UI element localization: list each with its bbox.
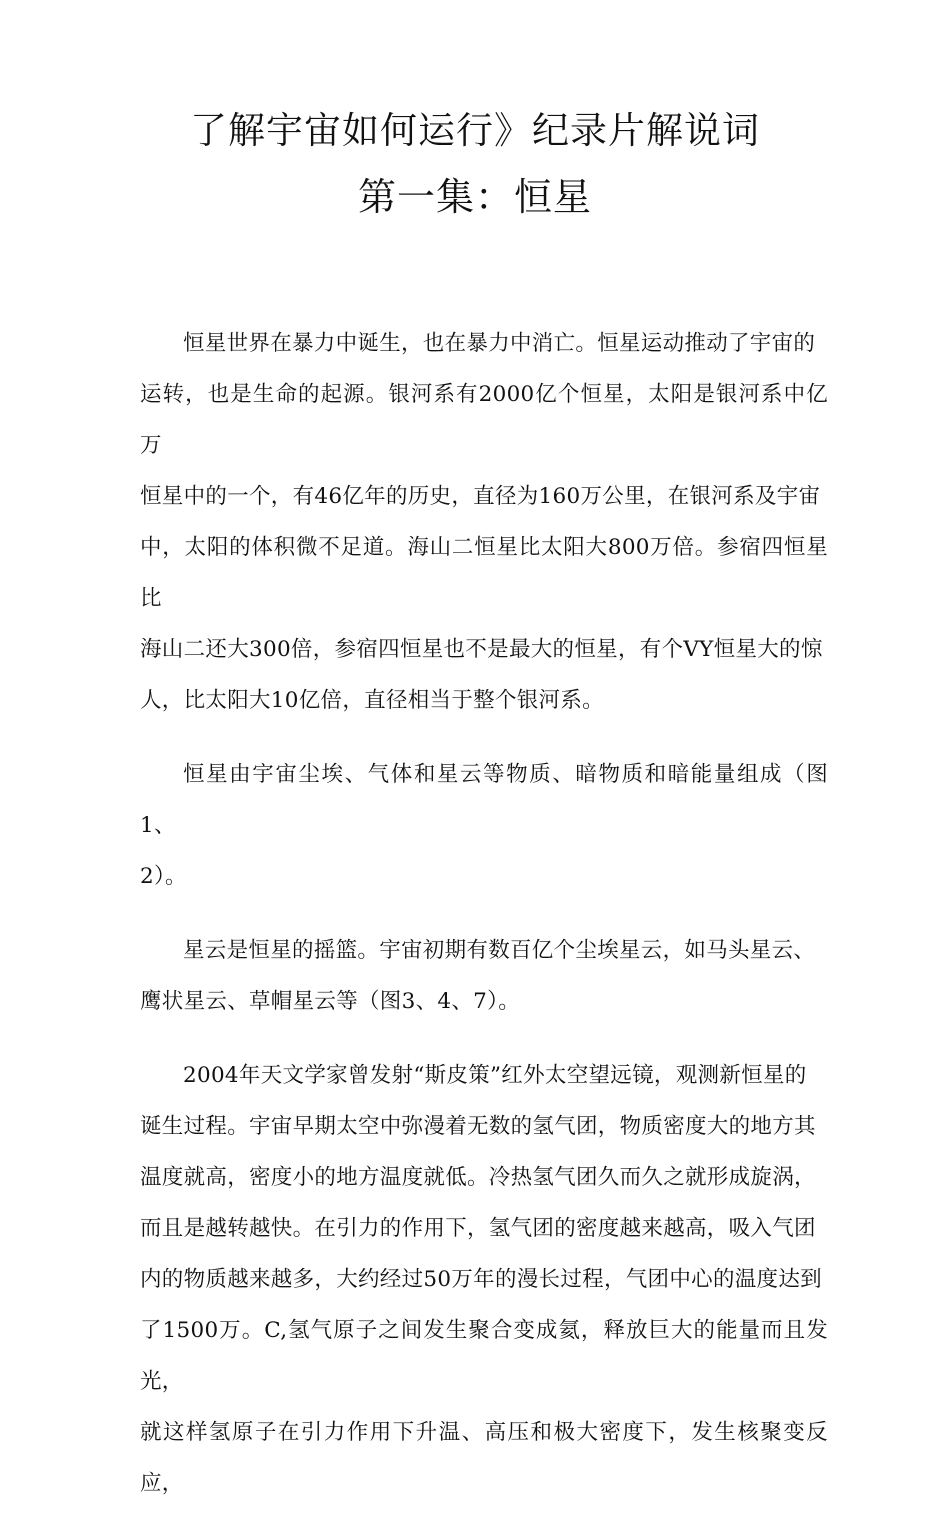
document-body — [140, 318, 828, 1532]
document-title: 了解宇宙如何运行》纪录片解说词 — [190, 109, 760, 152]
document-subtitle: 第一集：恒星 — [357, 175, 592, 219]
paragraph-3: 星云是恒星的摇篮。宇宙初期有数百亿个尘埃星云，如马头星云、 鹰状星云、草帽星云等（图3、4、7）。 — [140, 938, 816, 1014]
paragraph-2: 恒星由宇宙尘埃、气体和星云等物质、暗物质和暗能量组成（图1、 2）。 — [140, 762, 828, 889]
paragraph-1: 恒星世界在暴力中诞生，也在暴力中消亡。恒星运动推动了宇宙的 运转，也是生命的起源。银河系有2000亿个恒星，太阳是银河系中亿万 恒星中的一个，有46亿年的历史，直径为160万公里，在银河系及宇宙 中，太阳的体积微不足道。海山二恒星比太阳大800万倍。参宿四恒星比 海山二还大300倍，参宿四恒星也不是最大的恒星，有个VY恒星大的惊 人，比太阳大10亿倍，直径相当于整个银河系。 — [140, 331, 828, 713]
paragraph-4: 2004年天文学家曾发射“斯皮策”红外太空望远镜，观测新恒星的 诞生过程。宇宙早期太空中弥漫着无数的氢气团，物质密度大的地方其 温度就高，密度小的地方温度就低。冷热氢气团久而久之就形成旋涡， 而且是越转越快。在引力的作用下，氢气团的密度越来越高，吸入气团 内的物质越来越多，大约经过50万年的漫长过程，气团中心的温度达到 了1500万。C,氢气原子之间发生聚合变成氦，释放巨大的能量而且发光， 就这样氢原子在引力作用下升温、高压和极大密度下，发生核聚变反应， — [140, 1063, 828, 1496]
